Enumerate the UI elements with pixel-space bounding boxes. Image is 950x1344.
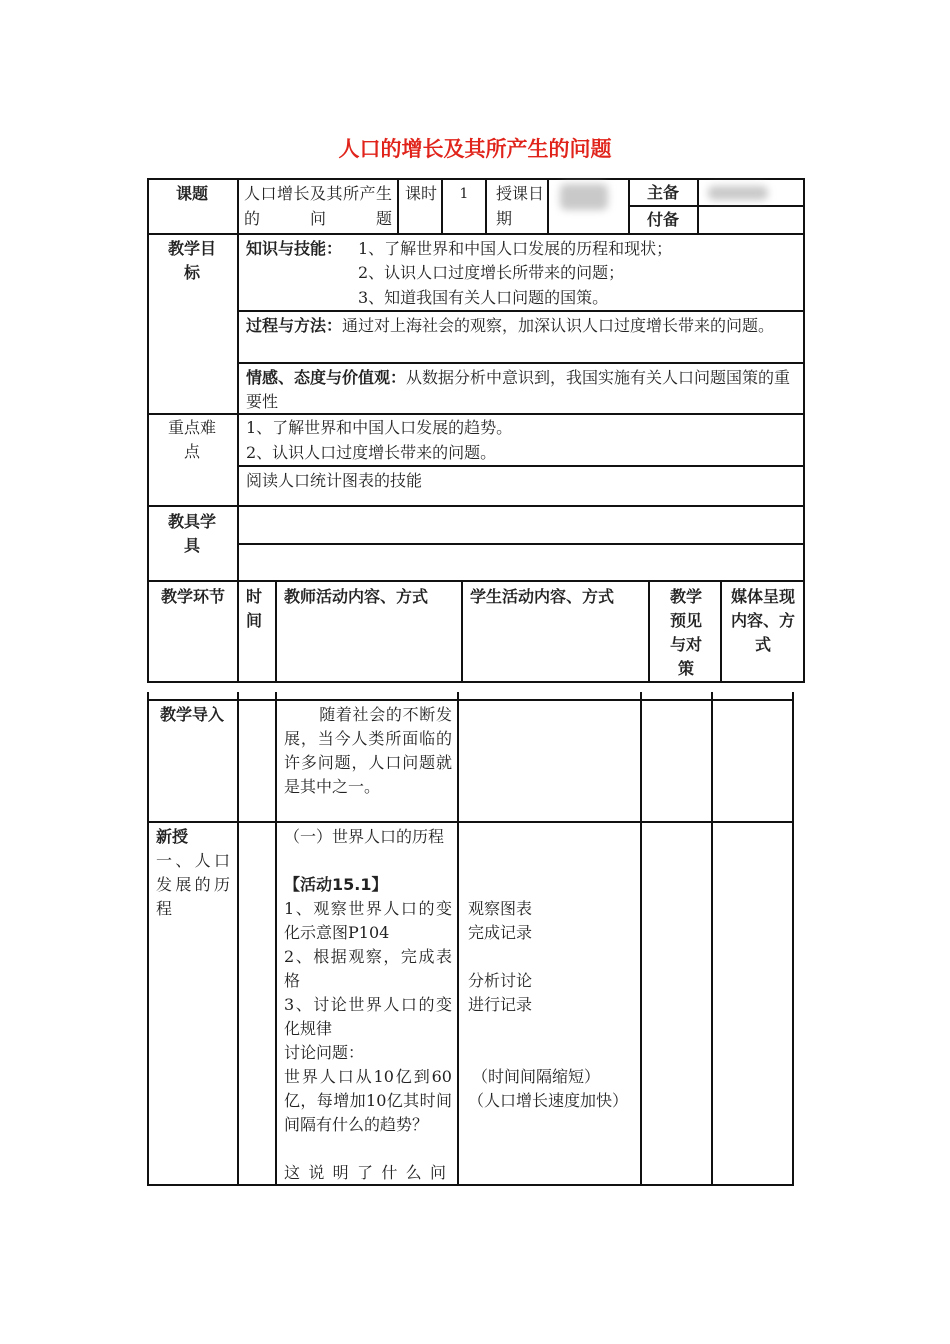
emotion-block (246, 366, 801, 414)
topic-label: 课题 (175, 184, 208, 203)
teacher-line: 1、观察世界人口的变化示意图P104 (284, 899, 452, 942)
tools-label: 教具学具 (168, 512, 217, 555)
col-teacher: 教师活动内容、方式 (284, 587, 429, 606)
hours-value: 1 (459, 186, 469, 202)
student-line: （时间间隔缩短） (472, 1067, 601, 1086)
difficulty-text: 阅读人口统计图表的技能 (246, 471, 423, 490)
student-line: 分析讨论 (468, 971, 533, 990)
knowledge-item: 1、了解世界和中国人口发展的历程和现状； (358, 239, 673, 258)
teacher-line: 世界人口从10亿到60亿，每增加10亿其时间间隔有什么的趋势？ (284, 1067, 452, 1134)
col-time: 时间 (246, 587, 263, 630)
emotion-title: 情感、态度与价值观： (246, 368, 407, 387)
emotion-text: 从数据分析中意识到，我国实施有关人口问题国策的重要性 (246, 368, 791, 411)
redacted-date (560, 184, 608, 210)
col-preview: 教学预见与对策 (669, 587, 702, 678)
col-stage: 教学环节 (160, 587, 225, 606)
process-title: 过程与方法： (246, 316, 343, 335)
teacher-activity-label: 【活动15.1】 (284, 875, 388, 894)
teacher-line: 3、讨论世界人口的变化规律 (284, 995, 452, 1038)
topic-value: 人口增长及其所产生的问题 (244, 184, 392, 228)
redacted-preparer (708, 186, 768, 200)
intro-teacher-text: 随着社会的不断发展，当今人类所面临的许多问题，人口问题就是其中之一。 (284, 705, 452, 796)
key-point-item: 1、了解世界和中国人口发展的趋势。 (246, 418, 513, 437)
key-point-item: 2、认识人口过度增长带来的问题。 (246, 443, 497, 462)
teacher-section-heading: （一）世界人口的历程 (284, 827, 445, 846)
student-line: 完成记录 (468, 923, 533, 942)
knowledge-item: 3、知道我国有关人口问题的国策。 (358, 288, 609, 307)
col-student: 学生活动内容、方式 (470, 587, 615, 606)
new-lesson-stage-subtitle: 一、人口发展的历程 (156, 851, 230, 918)
date-label: 授课日期 (496, 184, 545, 228)
student-line: 进行记录 (468, 995, 533, 1014)
objectives-label: 教学目标 (168, 239, 217, 282)
hours-label: 课时 (405, 184, 438, 203)
process-text: 通过对上海社会的观察，加深认识人口过度增长带来的问题。 (342, 316, 775, 335)
document-title: 人口的增长及其所产生的问题 (338, 137, 612, 161)
col-media: 媒体呈现内容、方式 (730, 587, 795, 654)
co-prep-label: 付备 (646, 210, 679, 229)
key-points-label: 重点难点 (168, 418, 217, 461)
main-prep-label: 主备 (646, 183, 679, 202)
new-lesson-stage-title: 新授 (156, 827, 189, 846)
teacher-line: 2、根据观察，完成表格 (284, 947, 452, 990)
teacher-line: 讨论问题： (284, 1043, 365, 1062)
intro-stage-label: 教学导入 (160, 705, 225, 724)
teacher-line: 这说明了什么问 (284, 1163, 446, 1182)
student-line: 观察图表 (468, 899, 533, 918)
process-block (246, 314, 801, 338)
knowledge-item: 2、认识人口过度增长所带来的问题； (358, 263, 625, 282)
knowledge-title: 知识与技能： (246, 239, 343, 258)
student-line: （人口增长速度加快） (468, 1091, 629, 1110)
